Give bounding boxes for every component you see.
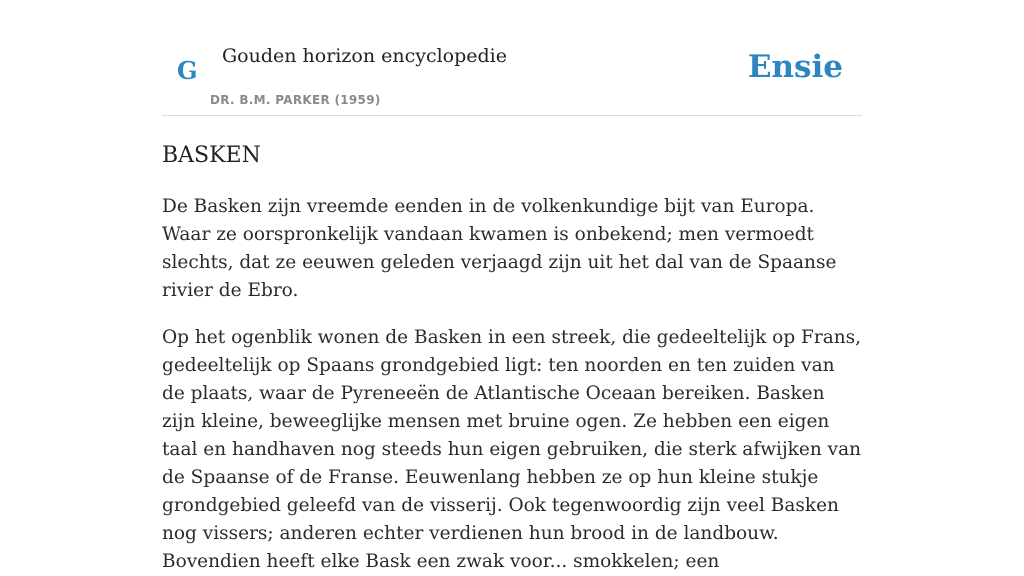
ensie-brand-logo[interactable]: Ensie — [747, 49, 843, 85]
site-header — [162, 0, 862, 116]
book-title-link[interactable]: Gouden horizon encyclopedie — [222, 45, 507, 67]
book-logo[interactable]: G — [177, 56, 198, 85]
article-paragraph: Op het ogenblik wonen de Basken in een streek, die gedeeltelijk op Frans, gedeeltelijk op Spaans grondgebied ligt: ten noorden en ten zuiden van de plaats, waar de Pyreneeën de Atlantische Oceaan bereiken. Basken zijn kleine, beweeglijke mensen met bruine ogen. Ze hebben een eigen taal en handhaven nog steeds hun eigen gebruiken, die sterk afwijken van de Spaanse of de Franse. Eeuwenlang hebben ze op hun kleine stukje grondgebied geleefd van de visserij. Ook tegenwoordig zijn veel Basken nog vissers; anderen echter verdienen hun brood in de landbouw. Bovendien heeft elke Bask een zwak voor... smokkelen; een — [162, 327, 862, 573]
article-title: BASKEN — [162, 143, 261, 168]
article-paragraph: De Basken zijn vreemde eenden in de volkenkundige bijt van Europa. Waar ze oorspronkelijk vandaan kwamen is onbekend; men vermoedt slechts, dat ze eeuwen geleden verjaagd zijn uit het dal van de Spaanse rivier de Ebro. — [162, 196, 837, 302]
page — [162, 0, 862, 576]
article — [162, 143, 862, 576]
book-author: DR. B.M. PARKER (1959) — [210, 93, 381, 107]
